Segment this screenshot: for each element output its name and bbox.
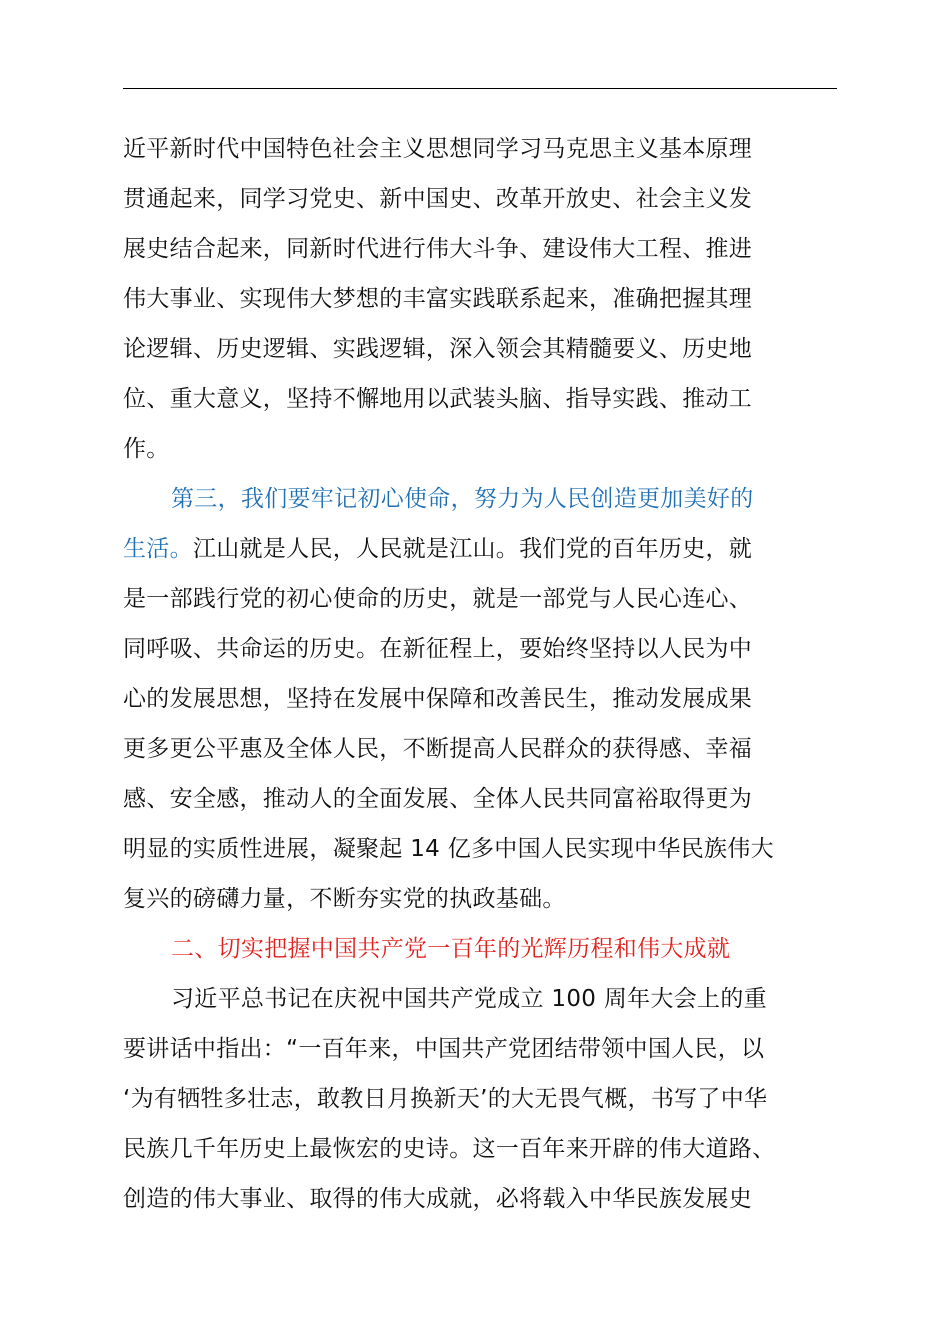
- paragraph-line: 创造的伟大事业、取得的伟大成就，必将载入中华民族发展史: [123, 1186, 753, 1212]
- subsection-heading-end: 生活。: [123, 536, 193, 562]
- section-heading: 二、切实把握中国共产党一百年的光辉历程和伟大成就: [171, 936, 731, 962]
- document-body: [123, 124, 843, 1224]
- paragraph-line: 论逻辑、历史逻辑、实践逻辑，深入领会其精髓要义、历史地: [123, 336, 753, 362]
- paragraph-line: 位、重大意义，坚持不懈地用以武装头脑、指导实践、推动工: [123, 386, 753, 412]
- paragraph-line: 习近平总书记在庆祝中国共产党成立 100 周年大会上的重: [171, 986, 767, 1012]
- paragraph-line: 复兴的磅礴力量，不断夯实党的执政基础。: [123, 886, 566, 912]
- paragraph-line: [123, 524, 843, 574]
- paragraph-line: 明显的实质性进展，凝聚起 14 亿多中国人民实现中华民族伟大: [123, 836, 774, 862]
- paragraph-line: 贯通起来，同学习党史、新中国史、改革开放史、社会主义发: [123, 186, 753, 212]
- paragraph-line: 是一部践行党的初心使命的历史，就是一部党与人民心连心、: [123, 586, 753, 612]
- paragraph-line: 感、安全感，推动人的全面发展、全体人民共同富裕取得更为: [123, 786, 753, 812]
- paragraph-line: 更多更公平惠及全体人民，不断提高人民群众的获得感、幸福: [123, 736, 753, 762]
- paragraph-line-text: 江山就是人民，人民就是江山。我们党的百年历史，就: [192, 536, 753, 562]
- paragraph-line: 要讲话中指出：“一百年来，中国共产党团结带领中国人民，以: [123, 1036, 765, 1062]
- paragraph-line: 民族几千年历史上最恢宏的史诗。这一百年来开辟的伟大道路、: [123, 1136, 776, 1162]
- paragraph-line: 同呼吸、共命运的历史。在新征程上，要始终坚持以人民为中: [123, 636, 753, 662]
- paragraph-line: 展史结合起来，同新时代进行伟大斗争、建设伟大工程、推进: [123, 236, 753, 262]
- header-rule: [123, 88, 837, 89]
- paragraph-line: 心的发展思想，坚持在发展中保障和改善民生，推动发展成果: [123, 686, 753, 712]
- paragraph-line: 伟大事业、实现伟大梦想的丰富实践联系起来，准确把握其理: [123, 286, 753, 312]
- subsection-heading: 第三，我们要牢记初心使命，努力为人民创造更加美好的: [171, 486, 754, 512]
- paragraph-line: ‘为有牺牲多壮志，敢教日月换新天’的大无畏气概，书写了中华: [123, 1086, 768, 1112]
- paragraph-line: 近平新时代中国特色社会主义思想同学习马克思主义基本原理: [123, 136, 753, 162]
- paragraph-line: 作。: [123, 436, 170, 462]
